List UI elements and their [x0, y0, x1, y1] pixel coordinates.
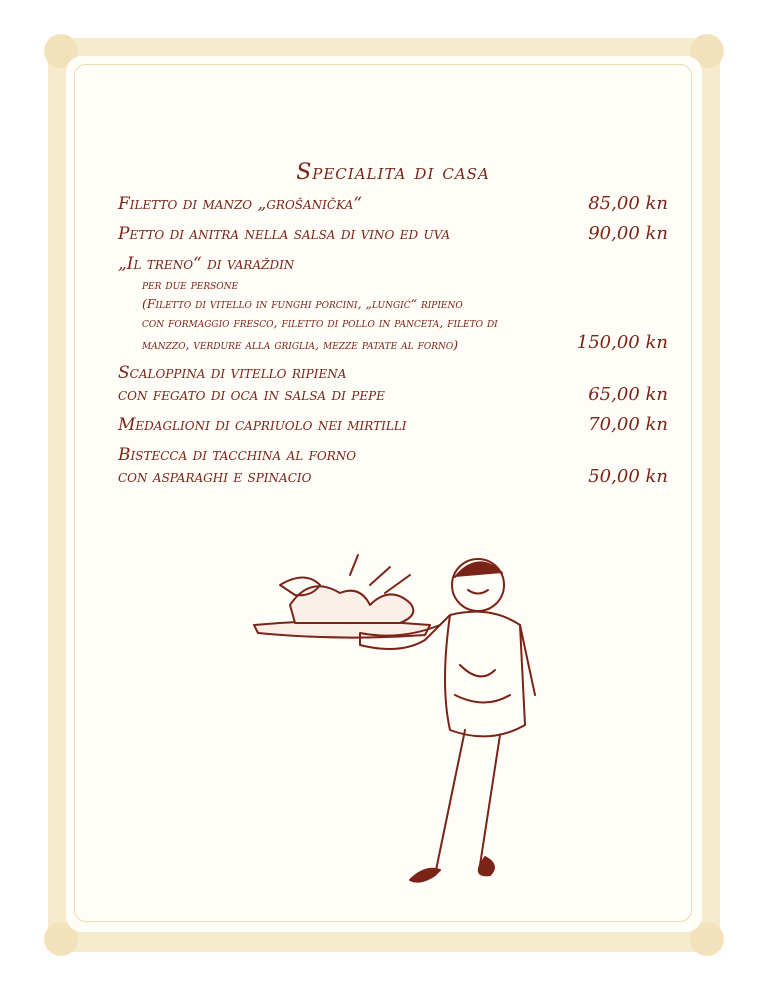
menu-item-name: „Il treno“ di varaždin: [118, 254, 295, 274]
menu-item-name-row: [118, 362, 668, 384]
waiter-with-tray-icon: [250, 545, 540, 900]
menu-item-name: Scaloppina di vitello ripiena: [118, 363, 347, 383]
menu-item-description: con formaggio fresco, filetto di pollo in panceta, fileto di: [142, 315, 498, 330]
menu-item-name-row: [118, 253, 668, 275]
menu-item-price: 65,00 kn: [588, 384, 668, 405]
menu-item: [118, 332, 668, 354]
menu-item-note: per due persone: [142, 277, 239, 292]
menu-item-description: manzzo, verdure alla griglia, mezze patate al forno): [142, 337, 459, 352]
menu-item-name: Bistecca di tacchina al forno: [118, 445, 357, 465]
menu-content: [118, 160, 668, 488]
menu-item: [118, 193, 668, 215]
menu-item: [118, 414, 668, 436]
menu-item-name: Filetto di manzo „grošanička“: [118, 194, 362, 214]
menu-item-name: Petto di anitra nella salsa di vino ed uva: [118, 224, 451, 244]
menu-item-price: 150,00 kn: [576, 332, 668, 353]
menu-item-price: 70,00 kn: [588, 414, 668, 435]
menu-item-name-row: [118, 444, 668, 466]
menu-item: [118, 223, 668, 245]
menu-item: [118, 466, 668, 488]
menu-item-name: Medaglioni di capriuolo nei mirtilli: [118, 415, 407, 435]
menu-item-price: 85,00 kn: [588, 193, 668, 214]
menu-item-description: (Filetto di vitello in funghi porcini, „lungić“ ripieno: [142, 296, 463, 311]
menu-item-price: 50,00 kn: [588, 466, 668, 487]
menu-item: [118, 384, 668, 406]
menu-item-name: con fegato di oca in salsa di pepe: [118, 385, 385, 405]
menu-item-name: con asparaghi e spinacio: [118, 467, 312, 487]
menu-title: Specialita di casa: [296, 160, 490, 185]
menu-item-price: 90,00 kn: [588, 223, 668, 244]
